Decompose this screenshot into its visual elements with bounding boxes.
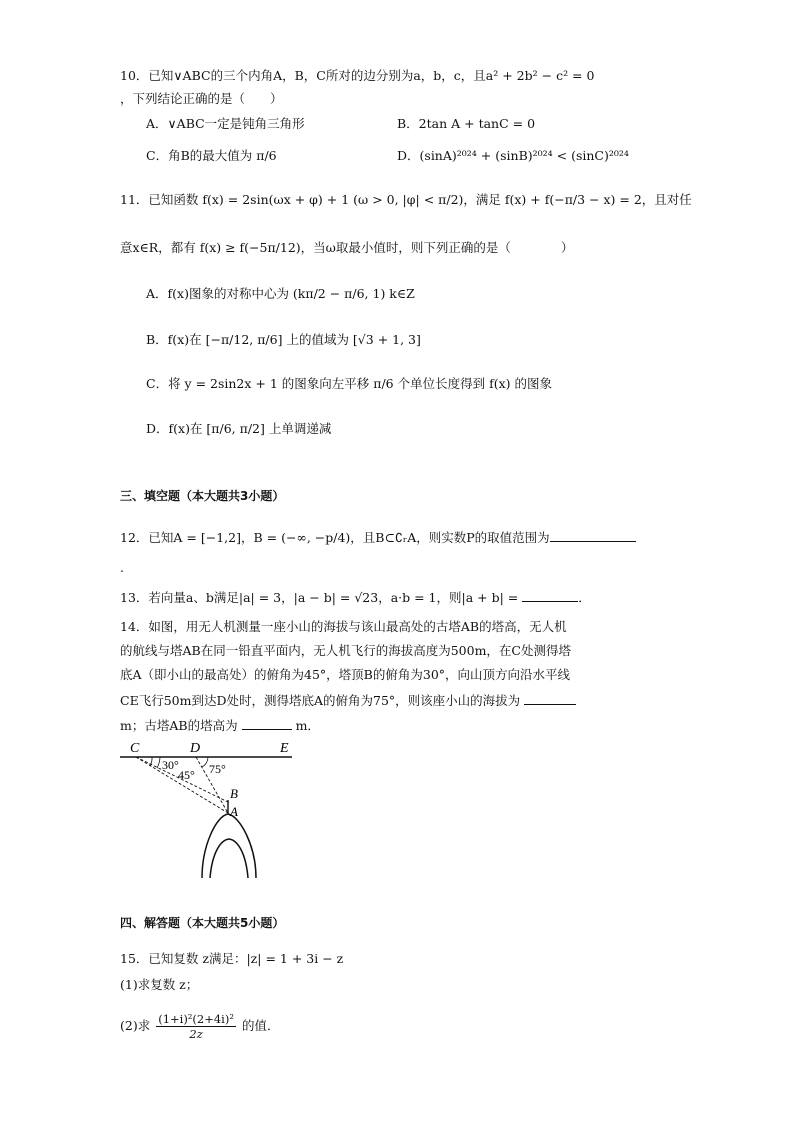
- q14-line5: [120, 717, 320, 734]
- q10-option-b: B．2tan A + tanC = 0: [397, 116, 536, 131]
- q14-line4-text: CE飞行50m到达D处时，测得塔底A的俯角为75°，则该座小山的海拔为: [120, 693, 521, 708]
- q13-tail: ．: [578, 590, 591, 605]
- q15-part2-post: 的值．: [241, 1018, 280, 1033]
- q11-option-a: A．f(x)图象的对称中心为 (kπ/2 − π/6, 1) k∈Z: [146, 286, 415, 301]
- q15-fraction-denominator: 2z: [189, 1027, 203, 1041]
- section-3-title: 三、填空题（本大题共3小题）: [120, 489, 285, 503]
- q14-tower-height-blank[interactable]: [242, 717, 292, 730]
- q12-text: 12．已知A = [−1,2]，B = (−∞, −p/4)，且B⊂∁ᵣA，则实数P的取值范围为: [120, 530, 550, 545]
- q15-fraction-numerator: (1+i)²(2+4i)²: [158, 1012, 234, 1026]
- q14-line5-pre: m；古塔AB的塔高为: [120, 718, 238, 733]
- label-d: D: [190, 741, 201, 756]
- q15-part2-pre: (2)求: [120, 1018, 151, 1033]
- label-c: C: [130, 741, 140, 756]
- q10-option-a: A．∨ABC一定是钝角三角形: [146, 116, 305, 131]
- angle-label-45: 45°: [178, 768, 195, 782]
- label-e: E: [280, 741, 289, 756]
- q15-part2: [120, 1012, 279, 1041]
- label-a: A: [230, 804, 238, 819]
- q13-stem: [120, 589, 591, 606]
- angle-arc-75: [202, 757, 208, 767]
- q12-stem: [120, 529, 636, 546]
- angle-label-30: 30°: [162, 758, 179, 772]
- q13-answer-blank[interactable]: [522, 589, 578, 602]
- q12-tail: .: [120, 560, 124, 575]
- angle-arc-30: [157, 757, 160, 768]
- q15-fraction: [156, 1012, 236, 1041]
- q14-line2: 的航线与塔AB在同一铅直平面内，无人机飞行的海拔高度为500m，在C处测得塔: [120, 643, 571, 658]
- q14-line5-post: m．: [295, 718, 320, 733]
- q14-altitude-blank[interactable]: [524, 692, 576, 705]
- q15-stem: 15．已知复数 z满足：|z| = 1 + 3i − z: [120, 951, 344, 966]
- angle-label-75: 75°: [209, 762, 226, 776]
- q11-stem-line2: 意x∈R，都有 f(x) ≥ f(−5π/12)，当ω取最小值时，则下列正确的是（ ）: [120, 240, 574, 255]
- q14-figure: [116, 736, 300, 878]
- section-4-title: 四、解答题（本大题共5小题）: [120, 916, 285, 930]
- q15-part1: (1)求复数 z；: [120, 977, 199, 992]
- q13-text: 13．若向量a、b满足|a| = 3，|a − b| = √23，a·b = 1，则|a + b| =: [120, 590, 519, 605]
- q10-stem-line2: ，下列结论正确的是（ ）: [120, 91, 283, 106]
- q11-option-c: C．将 y = 2sin2x + 1 的图象向左平移 π/6 个单位长度得到 f(x) 的图象: [146, 376, 552, 391]
- q12-answer-blank[interactable]: [550, 529, 636, 542]
- hill-outer-outline: [202, 814, 256, 878]
- q14-line1: 14．如图，用无人机测量一座小山的海拔与该山最高处的古塔AB的塔高，无人机: [120, 619, 567, 634]
- label-b: B: [230, 786, 238, 801]
- q11-option-b: B．f(x)在 [−π/12, π/6] 上的值域为 [√3 + 1, 3]: [146, 332, 421, 347]
- q10-stem-line1: 10．已知∨ABC的三个内角A，B，C所对的边分别为a，b，c，且a² + 2b² − c² = 0: [120, 68, 595, 83]
- q11-stem-line1: 11．已知函数 f(x) = 2sin(ωx + φ) + 1 (ω > 0, |φ| < π/2)，满足 f(x) + f(−π/3 − x) = 2，且对任: [120, 192, 692, 207]
- q14-line4: [120, 692, 576, 709]
- q11-option-d: D．f(x)在 [π/6, π/2] 上单调递减: [146, 421, 332, 436]
- hill-inner-outline: [210, 839, 248, 878]
- q14-line3: 底A（即小山的最高处）的俯角为45°，塔顶B的俯角为30°，向山顶方向沿水平线: [120, 667, 571, 682]
- q10-option-c: C．角B的最大值为 π/6: [146, 148, 277, 163]
- q10-option-d: D．(sinA)²⁰²⁴ + (sinB)²⁰²⁴ < (sinC)²⁰²⁴: [397, 148, 629, 163]
